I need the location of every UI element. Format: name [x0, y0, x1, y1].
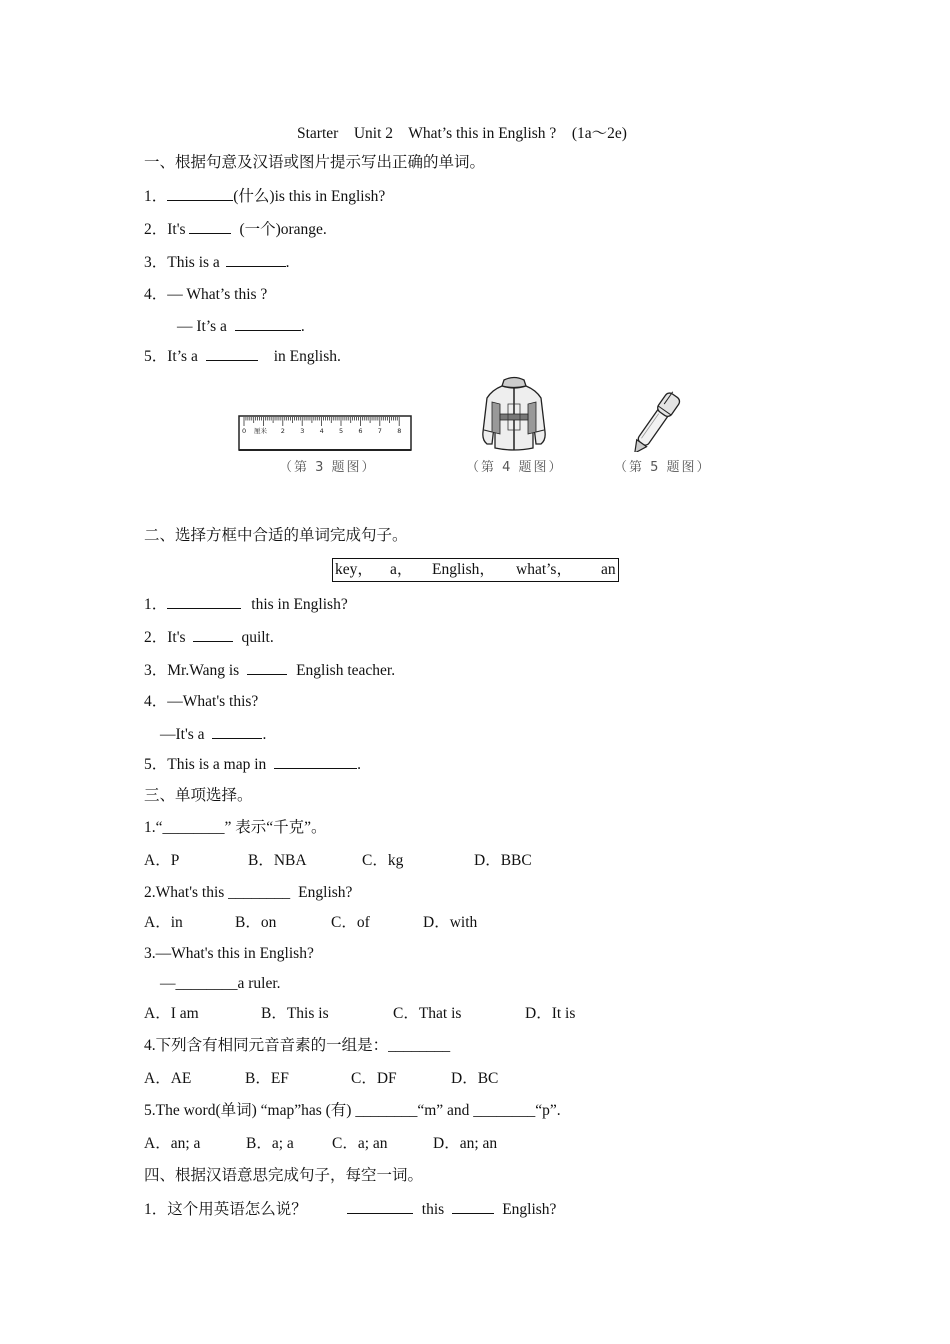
answer-blank[interactable]	[347, 1199, 413, 1214]
option-a[interactable]: A．P	[144, 852, 180, 869]
option-d[interactable]: D．BC	[451, 1070, 499, 1087]
option-a[interactable]: A．in	[144, 914, 183, 931]
s1-question-5: 5．It’s a in English.	[144, 348, 341, 365]
word-box-item: what’s，	[516, 561, 572, 578]
option-c[interactable]: C．That is	[393, 1005, 462, 1022]
s2-question-1: 1． this in English?	[144, 596, 348, 613]
s1-question-4-answer: — It’s a .	[177, 318, 305, 335]
figure-caption-3: （第 3 题图）	[279, 460, 377, 475]
ruler-number: 7	[377, 427, 382, 435]
figure-caption-5: （第 5 题图）	[614, 460, 712, 475]
ruler-number: 4	[319, 427, 324, 435]
ruler-unit-label: 厘米	[254, 427, 267, 435]
answer-blank[interactable]	[167, 594, 241, 609]
s2-question-5: 5．This is a map in .	[144, 756, 362, 773]
s3-question-1: 1.“________” 表示“千克”。	[144, 819, 327, 836]
option-a[interactable]: A．I am	[144, 1005, 199, 1022]
answer-blank[interactable]	[452, 1199, 494, 1214]
option-c[interactable]: C．DF	[351, 1070, 397, 1087]
s2-question-2: 2．It's quilt.	[144, 629, 274, 646]
section-4-heading: 四、根据汉语意思完成句子，每空一词。	[144, 1167, 424, 1184]
option-a[interactable]: A．AE	[144, 1070, 192, 1087]
jacket-figure	[478, 374, 550, 454]
option-b[interactable]: B．a; a	[246, 1135, 294, 1152]
option-a[interactable]: A．an; a	[144, 1135, 201, 1152]
option-d[interactable]: D．BBC	[474, 852, 532, 869]
ruler-number: 2	[280, 427, 285, 435]
option-c[interactable]: C．kg	[362, 852, 404, 869]
word-box	[332, 558, 619, 582]
answer-blank[interactable]	[189, 219, 231, 234]
s1-question-4: 4．— What’s this ?	[144, 286, 268, 303]
s3-question-3: 3.—What's this in English?	[144, 945, 314, 962]
option-b[interactable]: B．NBA	[248, 852, 307, 869]
ruler-number: 5	[339, 427, 344, 435]
answer-blank[interactable]	[274, 754, 357, 769]
option-c[interactable]: C．a; an	[332, 1135, 388, 1152]
option-d[interactable]: D．It is	[525, 1005, 576, 1022]
section-2-heading: 二、选择方框中合适的单词完成句子。	[144, 527, 408, 544]
option-c[interactable]: C．of	[331, 914, 370, 931]
ruler-figure	[236, 412, 416, 454]
answer-blank[interactable]	[247, 660, 287, 675]
option-b[interactable]: B．EF	[245, 1070, 289, 1087]
s2-question-4: 4．—What's this?	[144, 693, 259, 710]
ruler-number: 6	[358, 427, 363, 435]
option-b[interactable]: B．on	[235, 914, 277, 931]
answer-blank[interactable]	[235, 316, 301, 331]
answer-blank[interactable]	[206, 346, 258, 361]
option-b[interactable]: B．This is	[261, 1005, 329, 1022]
s2-question-3: 3．Mr.Wang is English teacher.	[144, 662, 396, 679]
answer-blank[interactable]	[167, 186, 233, 201]
s4-question-1: 1．这个用英语怎么说？ this English?	[144, 1201, 557, 1218]
section-3-heading: 三、单项选择。	[144, 787, 253, 804]
word-box-item: key，	[335, 561, 373, 578]
word-box-item: a，	[390, 561, 413, 578]
answer-blank[interactable]	[226, 252, 286, 267]
s1-question-2: 2．It's (一个)orange.	[144, 221, 327, 238]
ruler-number: 0	[242, 427, 247, 435]
figure-caption-4: （第 4 题图）	[466, 460, 564, 475]
option-d[interactable]: D．an; an	[433, 1135, 498, 1152]
s1-question-3: 3．This is a .	[144, 254, 290, 271]
answer-blank[interactable]	[212, 724, 262, 739]
s3-question-3-line2: —________a ruler.	[160, 975, 281, 992]
option-d[interactable]: D．with	[423, 914, 478, 931]
word-box-item: English，	[432, 561, 495, 578]
section-1-heading: 一、根据句意及汉语或图片提示写出正确的单词。	[144, 154, 486, 171]
s3-question-4: 4.下列含有相同元音音素的一组是：________	[144, 1037, 451, 1054]
s2-question-4-answer: —It's a .	[160, 726, 267, 743]
s3-question-5: 5.The word(单词) “map”has (有) ________“m” and ________“p”.	[144, 1102, 561, 1119]
word-box-item: an	[601, 561, 616, 578]
ruler-number: 3	[300, 427, 305, 435]
answer-blank[interactable]	[193, 627, 233, 642]
pen-figure	[624, 382, 696, 452]
s3-question-2: 2.What's this ________ English?	[144, 884, 353, 901]
worksheet-title: Starter Unit 2 What’s this in English ? (1a～2e)	[297, 125, 627, 142]
s1-question-1: 1． (什么)is this in English?	[144, 188, 386, 205]
ruler-number: 8	[397, 427, 402, 435]
